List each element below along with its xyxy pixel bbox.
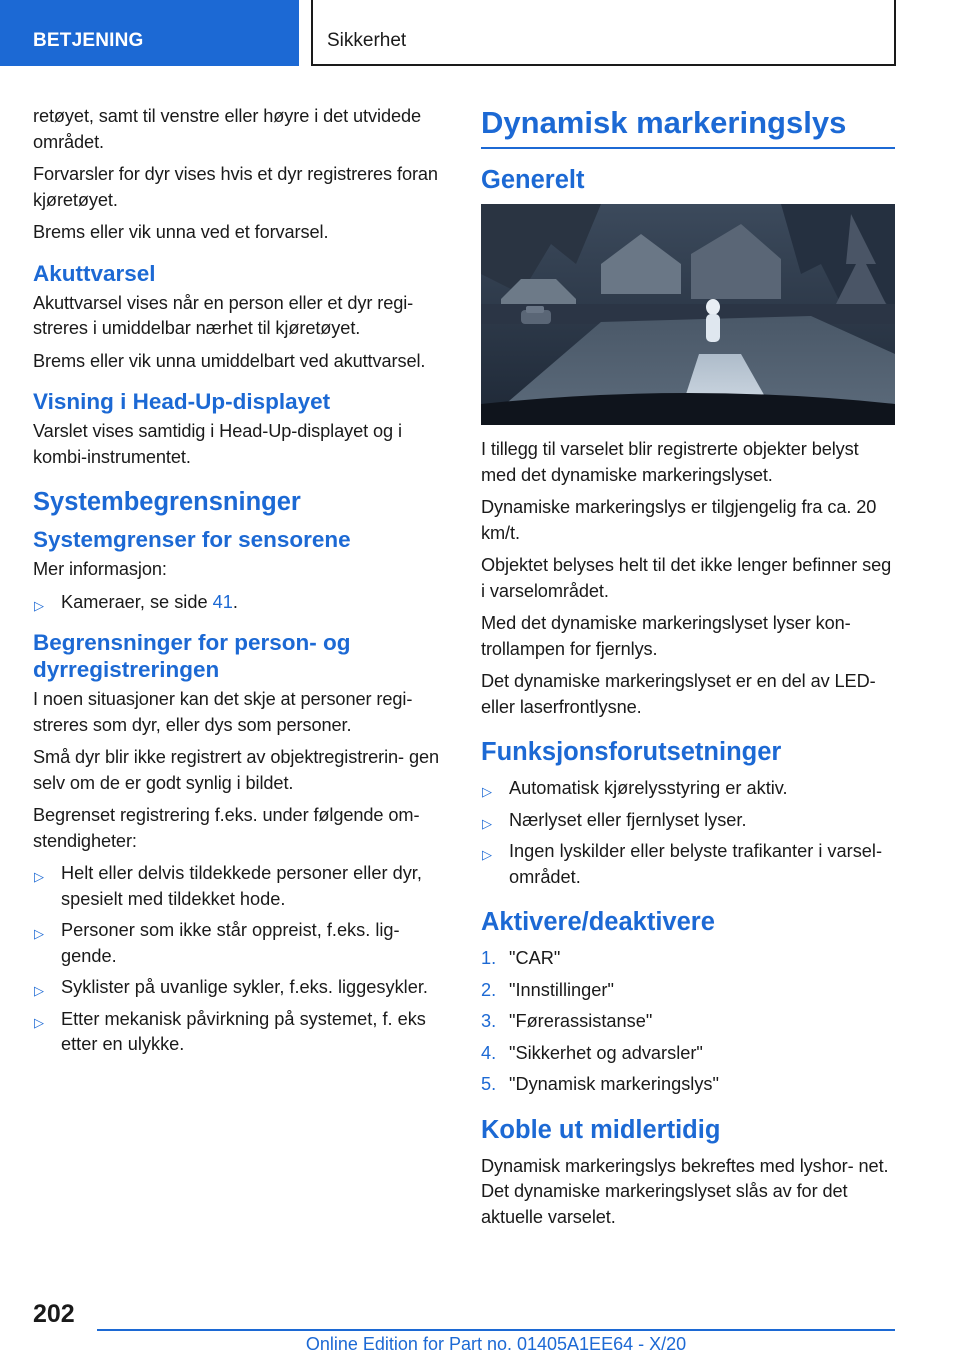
header-chapter-label: Sikkerhet	[327, 30, 407, 51]
paragraph: Objektet belyses helt til det ikke lenger befinner seg i varselområdet.	[481, 555, 892, 601]
triangle-bullet-icon: ▷	[34, 926, 44, 941]
footer-edition-link[interactable]: Online Edition for Part no. 01405A1EE64 - X/20	[305, 1334, 687, 1354]
paragraph: Varslet vises samtidig i Head-Up-displayet og i kombi-instrumentet.	[33, 421, 402, 467]
list-item: ▷ Automatisk kjørelysstyring er aktiv.	[481, 776, 895, 802]
paragraph: Mer informasjon:	[33, 559, 167, 579]
paragraph: Akuttvarsel vises når en person eller et dyr regi‐ streres i umiddelbar nærhet til kjøretøyet.	[33, 292, 414, 338]
heading-head-up-display: Visning i Head-Up-displayet	[33, 389, 331, 414]
left-column	[33, 104, 445, 1066]
section-title: Dynamisk markeringslys	[481, 104, 895, 149]
list-item: ▷ Etter mekanisk påvirkning på systemet, f. eks etter en ulykke.	[34, 1008, 426, 1054]
paragraph: Brems eller vik unna ved et forvarsel.	[33, 222, 329, 242]
heading-generelt: Generelt	[481, 166, 585, 194]
list-item: ▷ Personer som ikke står oppreist, f.eks. lig‐ gende.	[34, 920, 400, 966]
triangle-bullet-icon: ▷	[34, 597, 44, 613]
heading-funksjonsforutsetninger: Funksjonsforutsetninger	[481, 738, 782, 766]
step-item: 2. "Innstillinger"	[481, 979, 614, 1000]
heading-begrensninger: Begrensninger for person- og dyrregistreringen	[33, 630, 351, 682]
paragraph: Brems eller vik unna umiddelbart ved akuttvarsel.	[33, 350, 426, 371]
page-number: 202	[33, 1300, 75, 1328]
heading-akuttvarsel: Akuttvarsel	[33, 260, 156, 286]
bullet-list-limitations	[33, 861, 445, 1058]
heading-systembegrensninger: Systembegrensninger	[33, 488, 301, 516]
numbered-steps	[481, 946, 895, 1098]
heading-systemgrenser: Systemgrenser for sensorene	[33, 527, 351, 552]
list-item: ▷ Helt eller delvis tildekkede personer eller dyr, spesielt med tildekket hode.	[34, 863, 422, 909]
paragraph: I tillegg til varselet blir registrerte objekter belyst med det dynamiske markeringslyset.	[481, 439, 859, 485]
heading-koble-ut: Koble ut midlertidig	[481, 1115, 721, 1144]
paragraph: Med det dynamiske markeringslyset lyser kon‐ trollampen for fjernlys.	[481, 613, 851, 659]
paragraph: Små dyr blir ikke registrert av objektregistrerin‐ gen selv om de er godt synlig i bildet.	[33, 747, 439, 793]
triangle-bullet-icon: ▷	[482, 784, 492, 799]
triangle-bullet-icon: ▷	[34, 983, 44, 998]
step-item: 1. "CAR"	[481, 948, 561, 968]
paragraph: Dynamiske markeringslys er tilgjengelig fra ca. 20 km/t.	[481, 497, 877, 543]
triangle-bullet-icon: ▷	[34, 1014, 44, 1030]
footer-divider	[97, 1329, 895, 1331]
step-item: 4. "Sikkerhet og advarsler"	[481, 1042, 703, 1063]
list-item: ▷ Nærlyset eller fjernlyset lyser.	[481, 808, 895, 834]
night-road-illustration	[481, 204, 895, 425]
right-column	[481, 104, 895, 1237]
paragraph: Forvarsler for dyr vises hvis et dyr registreres foran kjøretøyet.	[33, 164, 438, 210]
bullet-list-requirements	[481, 776, 895, 890]
step-item: 5. "Dynamisk markeringslys"	[481, 1074, 719, 1094]
step-item: 3. "Førerassistanse"	[481, 1011, 653, 1031]
paragraph: retøyet, samt til venstre eller høyre i det utvidede området.	[33, 106, 422, 152]
triangle-bullet-icon: ▷	[482, 815, 492, 831]
paragraph: Begrenset registrering f.eks. under følgende om‐ stendigheter:	[33, 805, 420, 851]
heading-aktivere-deaktivere: Aktivere/deaktivere	[481, 908, 715, 936]
paragraph: I noen situasjoner kan det skje at personer regi‐ streres som dyr, eller dys som personer.	[33, 689, 413, 735]
header-section-label: BETJENING	[33, 30, 144, 51]
paragraph: Det dynamiske markeringslyset er en del av LED- eller laserfrontlysne.	[481, 671, 876, 717]
paragraph: Dynamisk markeringslys bekreftes med lyshor‐ net. Det dynamiske markeringslyset slås av for det aktuelle varselet.	[481, 1155, 889, 1227]
list-item: ▷ Ingen lyskilder eller belyste trafikanter i varsel‐ området.	[482, 841, 882, 887]
triangle-bullet-icon: ▷	[482, 847, 492, 862]
page-link-41[interactable]: 41	[212, 591, 233, 612]
bullet-list-sensors	[33, 590, 445, 616]
header-chapter-tab[interactable]	[311, 0, 896, 66]
list-item: ▷ Kameraer, se side 41.	[33, 590, 445, 616]
header-section-tab[interactable]	[0, 0, 299, 66]
triangle-bullet-icon: ▷	[34, 869, 44, 884]
list-item: ▷ Syklister på uvanlige sykler, f.eks. liggesykler.	[33, 975, 445, 1001]
